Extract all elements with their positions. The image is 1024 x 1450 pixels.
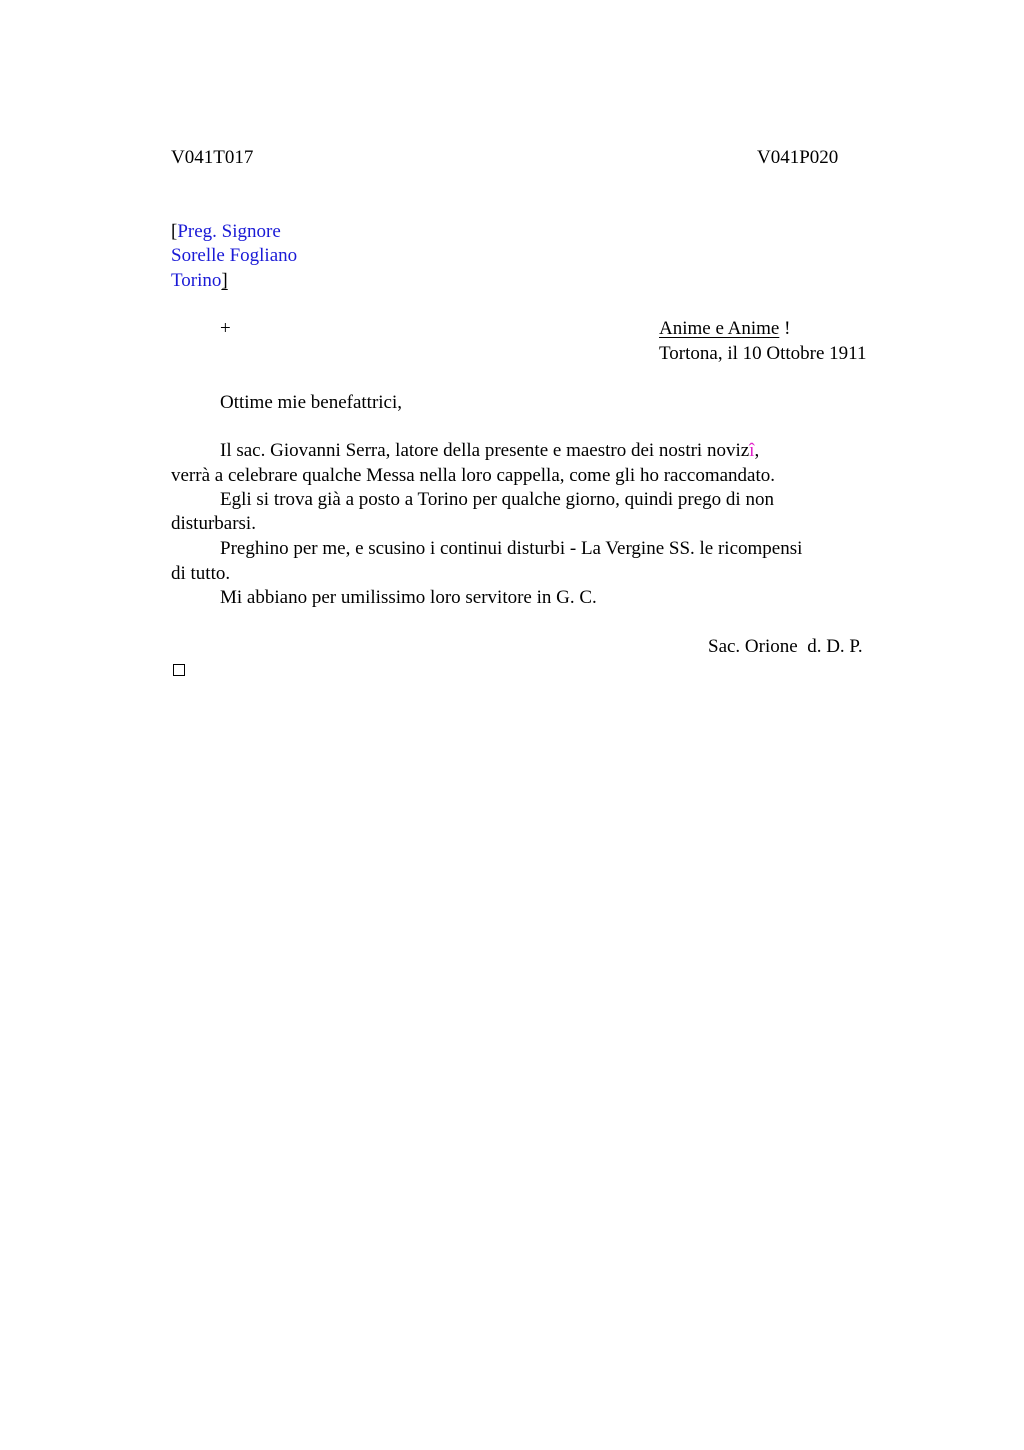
cross-symbol: + <box>220 318 231 339</box>
code-left: V041T017 <box>171 147 254 168</box>
bracket-close: ] <box>221 270 228 291</box>
body-p4-line1: Mi abbiano per umilissimo loro servitore in G. C. <box>220 587 597 608</box>
body-p3-line2: di tutto. <box>171 563 231 584</box>
code-right: V041P020 <box>757 147 839 168</box>
signature: Sac. Orione d. D. P. <box>708 636 863 657</box>
body-p2-line2: disturbarsi. <box>171 513 256 534</box>
bracket-open: [ <box>171 221 178 242</box>
body-p1-line2: verrà a celebrare qualche Messa nella loro cappella, come gli ho raccomandato. <box>171 465 776 486</box>
motto <box>659 317 790 341</box>
recipient-line-3 <box>171 269 228 293</box>
body-text: Il sac. Giovanni Serra, latore della presente e maestro dei nostri noviz <box>220 440 750 461</box>
body-p3-line1: Preghino per me, e scusino i continui disturbi - La Vergine SS. le ricompensi <box>220 538 803 559</box>
motto-suffix: ! <box>779 318 791 339</box>
end-marker-box-icon <box>173 664 185 676</box>
recipient-city: Torino <box>171 270 222 291</box>
recipient-line-2: Sorelle Fogliano <box>171 245 298 266</box>
body-p1-line1 <box>220 439 759 463</box>
motto-text: Anime e Anime <box>659 318 780 339</box>
body-p2-line1: Egli si trova già a posto a Torino per qualche giorno, quindi prego di non <box>220 489 774 510</box>
salutation: Ottime mie benefattrici, <box>220 392 403 413</box>
recipient-line-1 <box>171 220 281 244</box>
recipient-title: Preg. Signore <box>177 221 281 242</box>
place-date: Tortona, il 10 Ottobre 1911 <box>659 343 867 364</box>
body-text: , <box>754 440 760 461</box>
editorial-mark: î <box>749 440 755 461</box>
